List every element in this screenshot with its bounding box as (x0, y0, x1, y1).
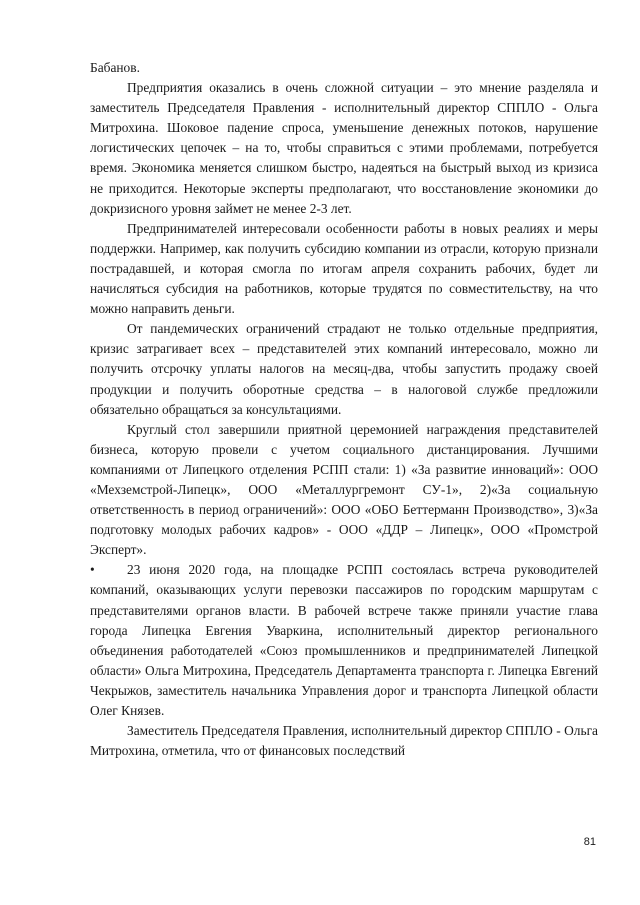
paragraph-entrepreneur-questions: Предпринимателей интересовали особенности работы в новых реалиях и меры поддержки. Например, как получить субсидию компании из отрасли, которую признали пострадавшей, и которая смогла по итогам апреля сохранить рабочих, будет ли начисляться субсидия на работников, которые трудятся по совместительству, на что можно направить деньги. (90, 220, 598, 317)
paragraph-pandemic-restrictions: От пандемических ограничений страдают не только отдельные предприятия, кризис затрагивает всех – представителей этих компаний интересовало, можно ли получить отсрочку уплаты налогов на месяц-два, чтобы запустить продажу своей продукции и получить оборотные средства – в налоговой службе предложили обязательно обращаться за консультациями. (90, 321, 598, 417)
paragraph-closing: Заместитель Председателя Правления, исполнительный директор СППЛО - Ольга Митрохина, отметила, что от финансовых последствий (90, 723, 598, 759)
paragraph-continuation: Бабанов. (90, 60, 140, 75)
page-number: 81 (583, 836, 596, 848)
paragraph-awards: Круглый стол завершили приятной церемонией награждения представителей бизнеса, которую провели с учетом социального дистанцирования. Лучшими компаниями от Липецкого отделения РСПП стали: 1) «За развитие инноваций»: ООО «Мехземстрой-Липецк», ООО «Металлургремонт СУ-1», 2)«За социальную ответственность в период ограничений»: ООО «ОБО Беттерманн Производство», 3)«За подготовку молодых рабочих кадров» - ООО «ДДР – Липецк», ООО «Промстрой Эксперт». (90, 421, 598, 558)
paragraph-enterprise-situation: Предприятия оказались в очень сложной ситуации – это мнение разделяла и заместитель Председателя Правления - исполнительный директор СППЛО - Ольга Митрохина. Шоковое падение спроса, уменьшение денежных потоков, нарушение логистических цепочек – на то, чтобы справиться с этими проблемами, потребуется время. Экономика меняется слишком быстро, надеяться на быстрый выход из кризиса не приходится. Некоторые эксперты предполагают, что восстановление экономики до докризисного уровня займет не менее 2-3 лет. (90, 80, 598, 216)
bullet-marker: • (90, 562, 95, 578)
document-page (90, 58, 598, 761)
bullet-list-item (90, 560, 598, 721)
bullet-item-text: 23 июня 2020 года, на площадке РСПП состоялась встреча руководителей компаний, оказывающих услуги перевозки пассажиров по городским маршрутам с представителями органов власти. В рабочей встрече также приняли участие глава города Липецка Евгения Уваркина, исполнительный директор регионального объединения работодателей «Союз промышленников и предпринимателей Липецкой области» Ольга Митрохина, Председатель Департамента транспорта г. Липецка Евгений Чекрыжов, заместитель начальника Управления дорог и транспорта Липецкой области Олег Князев. (90, 562, 598, 718)
